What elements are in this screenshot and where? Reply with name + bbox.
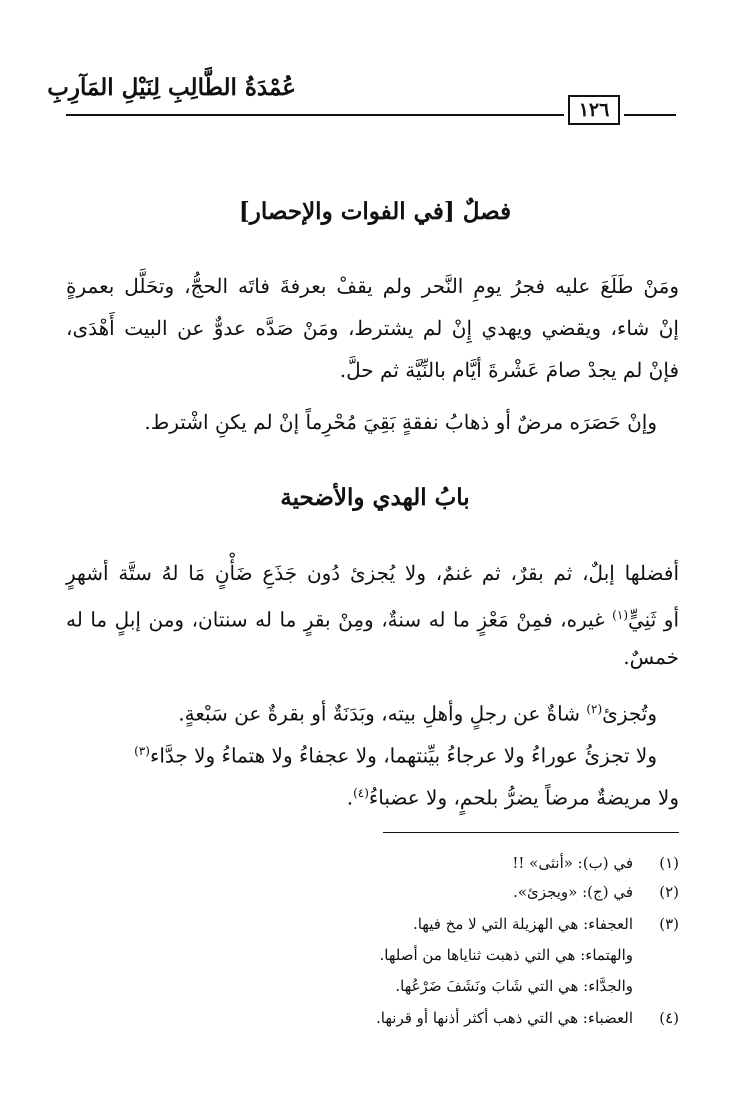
footnote-divider [383, 832, 679, 833]
footnote-ref: (١) [612, 608, 628, 622]
footnote-text: والهتماء: هي التي ذهبت ثناياها من أصلها. [379, 946, 633, 964]
chapter-heading-hady: بابُ الهدي والأضحية [280, 484, 470, 511]
text-run: غيره، فمِنْ مَعْزٍ ما له سنةٌ، ومِنْ بقرٍ ما له سنتان، ومن إبلٍ ما له [66, 607, 613, 632]
footnote-number: (٤) [659, 1009, 679, 1027]
footnote [100, 912, 679, 936]
text-run: وتُجزئ [602, 701, 657, 726]
running-header-title: عُمْدَةُ الطَّالِبِ لِنَيْلِ المَآرِبِ [47, 74, 296, 101]
footnote [100, 851, 679, 875]
paragraph-line: فإنْ لم يجدْ صامَ عَشْرةَ أيَّام بالنِّيَّة ثم حلَّ. [339, 358, 679, 382]
page-number: ١٢٦ [568, 95, 620, 125]
text-run: ولا مريضةٌ مرضاً يضرُّ بلحمٍ، ولا عضباءُ [368, 785, 679, 810]
paragraph-line: وإنْ حَصَرَه مرضٌ أو ذهابُ نفقةٍ بَقِيَ مُحْرِماً إنْ لم يكنِ اشْترط. [144, 410, 657, 434]
footnote-text: في (ج): «ويجزئ». [513, 883, 633, 901]
section-heading-fawat: فصلٌ [في الفوات والإحصار] [238, 198, 512, 225]
footnote-text: العجفاء: هي الهزيلة التي لا مخ فيها. [412, 915, 633, 933]
paragraph-line: أفضلها إبلٌ، ثم بقرٌ، ثم غنمٌ، ولا يُجزئ دُون جَذَعِ ضَأْنٍ مَا لهُ ستَّة أشهرٍ [66, 561, 679, 585]
footnote [100, 1006, 679, 1030]
footnote-text: العضباء: هي التي ذهب أكثر أذنها أو قرنها. [376, 1009, 633, 1027]
paragraph-line: إنْ شاء، ويقضي ويهدي إِنْ لم يشترط، ومَنْ صَدَّه عدوٌّ عن البيت أَهْدَى، [66, 316, 679, 340]
footnote [100, 943, 679, 967]
paragraph-line [66, 691, 657, 732]
footnote [100, 974, 679, 998]
paragraph-line [66, 775, 679, 816]
text-run: شاةٌ عن رجلٍ وأهلِ بيته، وبَدَنَةٌ أو بقرةٌ عن سَبْعةٍ. [178, 701, 587, 726]
paragraph-line [66, 597, 679, 638]
text-run: ولا تجزئُ عوراءُ ولا عرجاءُ بيِّنتهما، ولا عجفاءُ ولا هتماءُ ولا جدَّاء [149, 743, 657, 768]
footnote-ref: (٣) [134, 744, 150, 758]
footnote [100, 880, 679, 904]
footnote-ref: (٢) [586, 702, 603, 716]
footnote-number: (١) [659, 854, 679, 872]
paragraph-line: خمسٌ. [623, 645, 679, 669]
footnote-text: في (ب): «أنثى» !! [512, 854, 633, 872]
footnote-number: (٢) [659, 883, 679, 901]
footnote-number: (٣) [659, 915, 679, 933]
footnote-text: والجدَّاء: هي التي شَابَ ونَشَفَ ضَرْعُها. [395, 977, 633, 995]
footnote-ref: (٤) [353, 786, 369, 800]
header-rule-left [66, 114, 564, 116]
header-rule-right [624, 114, 676, 116]
text-run: . [346, 785, 354, 810]
text-run: أو ثَنِيٍّ [628, 607, 680, 632]
paragraph-line [66, 733, 657, 774]
paragraph-line: ومَنْ طَلَعَ عليه فجرُ يومِ النَّحر ولم يقفْ بعرفةَ فاتَه الحجُّ، وتحَلَّل بعمرةٍ [66, 274, 679, 298]
